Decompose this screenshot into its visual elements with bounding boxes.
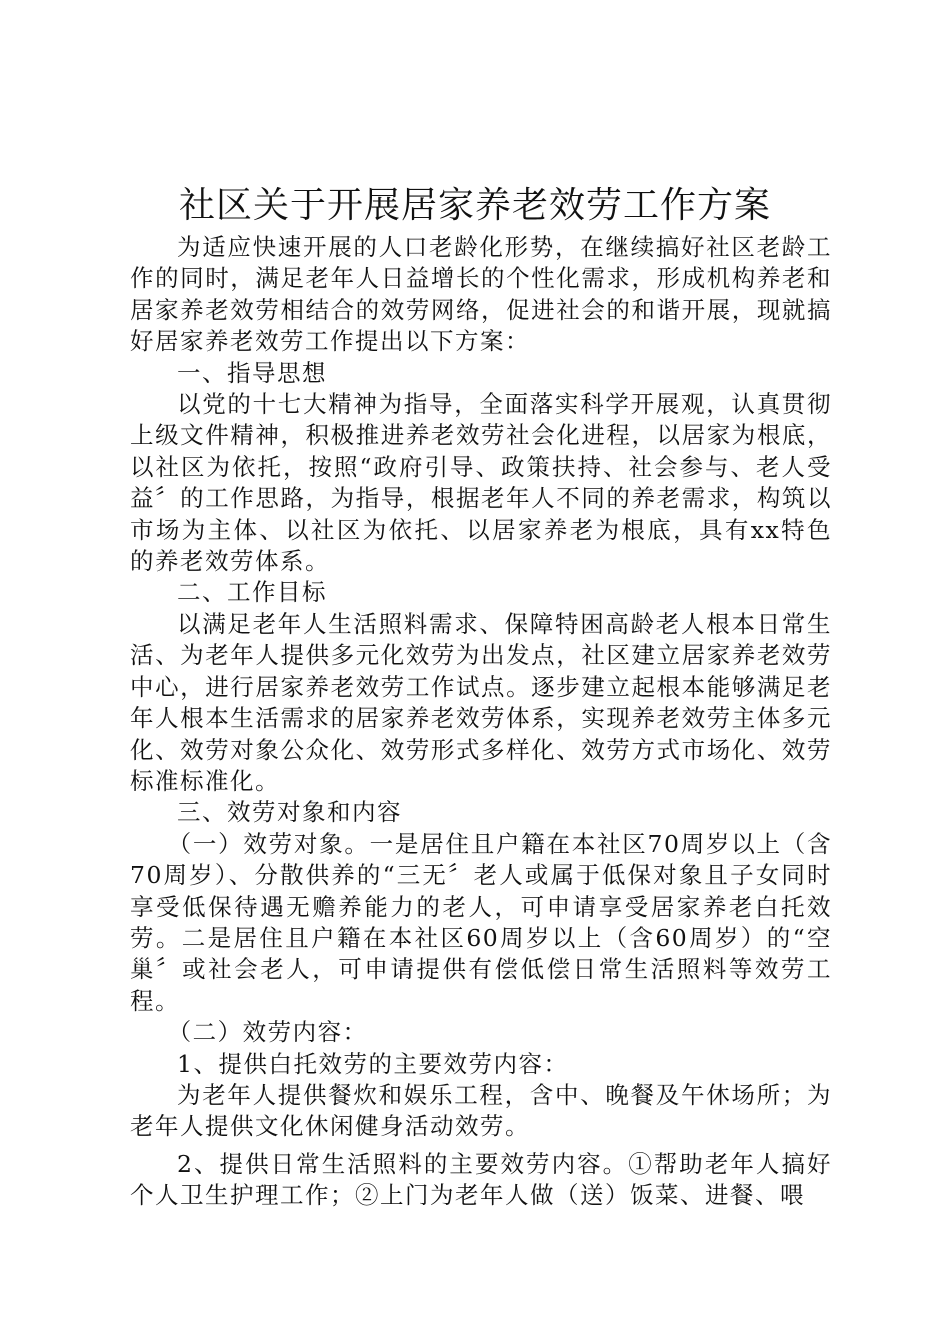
heading-service-content: （二）效劳内容： xyxy=(167,1018,368,1047)
paragraph-meals-recreation: 为老年人提供餐炊和娱乐工程，含中、晚餐及午休场所；为老年人提供文化休闲健身活动效劳。 xyxy=(130,1080,832,1141)
paragraph-guiding-ideology: 以党的十七大精神为指导，全面落实科学开展观，认真贯彻上级文件精神，积极推进养老效劳社会化进程，以居家为根底，以社区为依托，按照“政府引导、政策扶持、社会参与、老人受益〞的工作思路，为指导，根据老年人不同的养老需求，构筑以市场为主体、以社区为依托、以居家养老为根底，具有xx特色的养老效劳体系。 xyxy=(130,390,832,576)
document-title: 社区关于开展居家养老效劳工作方案 xyxy=(178,185,771,226)
heading-work-goals: 二、工作目标 xyxy=(177,578,327,607)
paragraph-daily-care-services: 2、提供日常生活照料的主要效劳内容。①帮助老年人搞好个人卫生护理工作；②上门为老年人做（送）饭菜、进餐、喂 xyxy=(130,1149,832,1210)
heading-service-targets-content: 三、效劳对象和内容 xyxy=(177,798,402,827)
heading-guiding-ideology: 一、指导思想 xyxy=(177,358,327,387)
paragraph-service-targets: （一）效劳对象。一是居住且户籍在本社区70周岁以上（含70周岁）、分散供养的“三无〞老人或属于低保对象且子女同时享受低保待遇无赡养能力的老人，可申请享受居家养老白托效劳。二是居住且户籍在本社区60周岁以上（含60周岁）的“空巢〞或社会老人，可申请提供有偿低偿日常生活照料等效劳工程。 xyxy=(130,829,832,1015)
document-body xyxy=(130,232,832,1212)
paragraph-work-goals: 以满足老年人生活照料需求、保障特困高龄老人根本日常生活、为老年人提供多元化效劳为出发点，社区建立居家养老效劳中心，进行居家养老效劳工作试点。逐步建立起根本能够满足老年人根本生活需求的居家养老效劳体系，实现养老效劳主体多元化、效劳对象公众化、效劳形式多样化、效劳方式市场化、效劳标准标准化。 xyxy=(130,609,832,795)
paragraph-day-care-services: 1、提供白托效劳的主要效劳内容： xyxy=(177,1049,569,1078)
paragraph-intro: 为适应快速开展的人口老龄化形势，在继续搞好社区老龄工作的同时，满足老年人日益增长的个性化需求，形成机构养老和居家养老效劳相结合的效劳网络，促进社会的和谐开展，现就搞好居家养老效劳工作提出以下方案： xyxy=(130,233,832,356)
